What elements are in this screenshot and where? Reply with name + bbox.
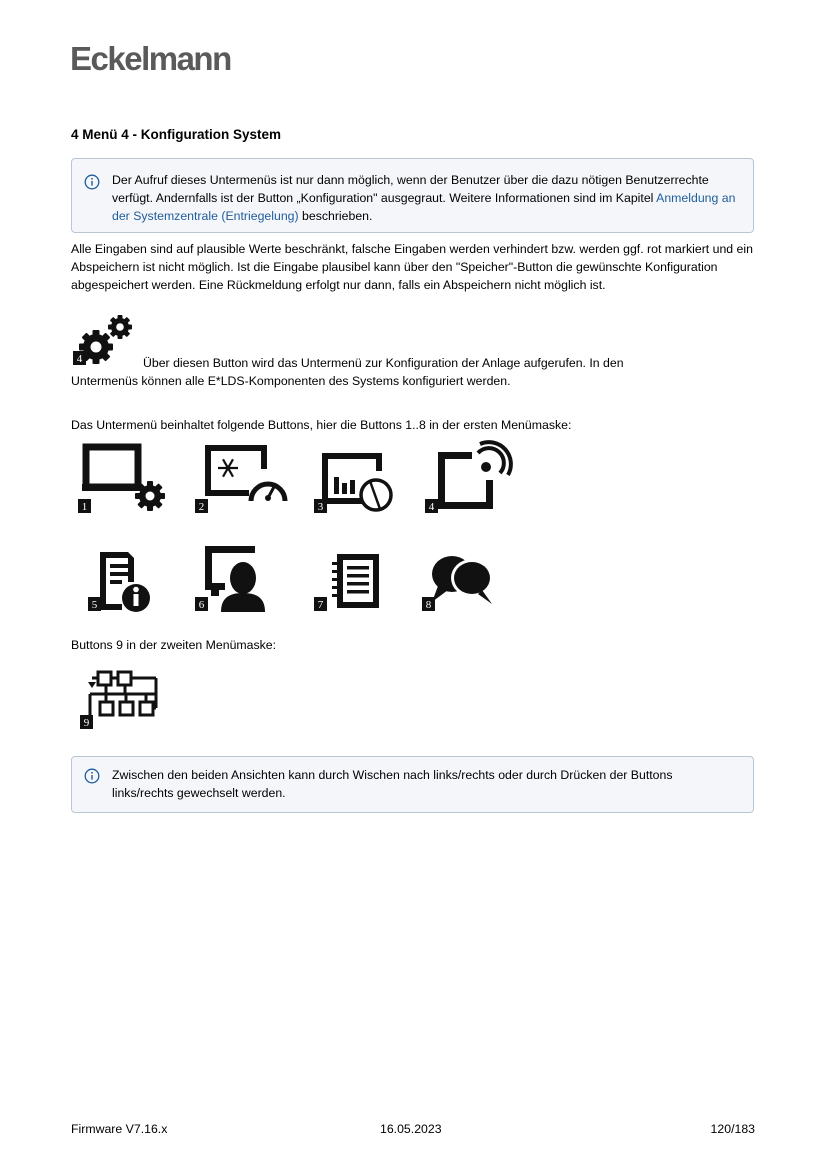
svg-text:4: 4 <box>428 501 435 513</box>
paragraph-eingaben: Alle Eingaben sind auf plausible Werte beschränkt, falsche Eingaben werden verhindert bzw. werden ggf. rot markiert und ein Abspeichern ist nicht möglich. Ist die Eingabe plausibel kann über den "Speicher"-Button die gewünschte Konfiguration abgespeichert werden. Eine Rückmeldung erfolgt nur dann, falls ein Abspeichern nicht möglich ist. <box>71 242 753 292</box>
svg-text:5: 5 <box>91 599 98 611</box>
svg-text:7: 7 <box>317 599 324 611</box>
document-info-icon[interactable] <box>86 538 186 618</box>
footer-page-number: 120/183 <box>710 1122 755 1136</box>
footer-date: 16.05.2023 <box>380 1122 442 1136</box>
svg-text:8: 8 <box>425 599 432 611</box>
svg-text:6: 6 <box>198 599 205 611</box>
monitor-gear-icon[interactable] <box>76 440 176 520</box>
paragraph-untermenue: Das Untermenü beinhaltet folgende Buttons, hier die Buttons 1..8 in der ersten Menümaske: <box>71 418 572 432</box>
svg-text:4: 4 <box>76 353 83 365</box>
info-note-text: Zwischen den beiden Ansichten kann durch Wischen nach links/rechts oder durch Drücken der Buttons links/rechts gewechselt werden. <box>112 768 673 800</box>
network-topology-icon[interactable] <box>78 660 178 740</box>
svg-text:2: 2 <box>198 501 205 513</box>
svg-text:3: 3 <box>317 501 324 513</box>
paragraph-button-description: Über diesen Button wird das Untermenü zur Konfiguration der Anlage aufgerufen. In den Untermenüs können alle E*LDS-Komponenten des Systems konfiguriert werden. <box>71 356 624 388</box>
monitor-user-icon[interactable] <box>193 538 293 618</box>
paragraph-buttons-9: Buttons 9 in der zweiten Menümaske: <box>71 638 277 652</box>
monitor-wireless-icon[interactable] <box>423 440 523 520</box>
info-icon <box>84 768 100 784</box>
svg-text:9: 9 <box>83 717 90 729</box>
info-note <box>71 158 754 233</box>
chat-bubbles-icon[interactable] <box>420 538 520 618</box>
link-anmeldung[interactable]: Anmeldung an der Systemzentrale (Entriegelung) <box>112 191 736 223</box>
monitor-chart-icon[interactable] <box>312 440 412 520</box>
info-icon <box>84 174 100 190</box>
info-note-text: Der Aufruf dieses Untermenüs ist nur dann möglich, wenn der Benutzer über die dazu nötigen Benutzerrechte verfügt. Andernfalls ist der Button „Konfiguration" ausgegraut. Weitere Informationen sind im Kapitel Anmeldung an der Systemzentrale (Entriegelung) beschrieben. <box>112 173 736 223</box>
monitor-snowflake-gauge-icon[interactable] <box>193 440 293 520</box>
info-note-navigation <box>71 756 754 813</box>
section-heading: 4 Menü 4 - Konfiguration System <box>71 127 282 142</box>
footer-version: Firmware V7.16.x <box>71 1122 168 1136</box>
svg-text:1: 1 <box>81 501 88 513</box>
company-logo: Eckelmann <box>70 40 231 77</box>
notebook-icon[interactable] <box>312 538 412 618</box>
